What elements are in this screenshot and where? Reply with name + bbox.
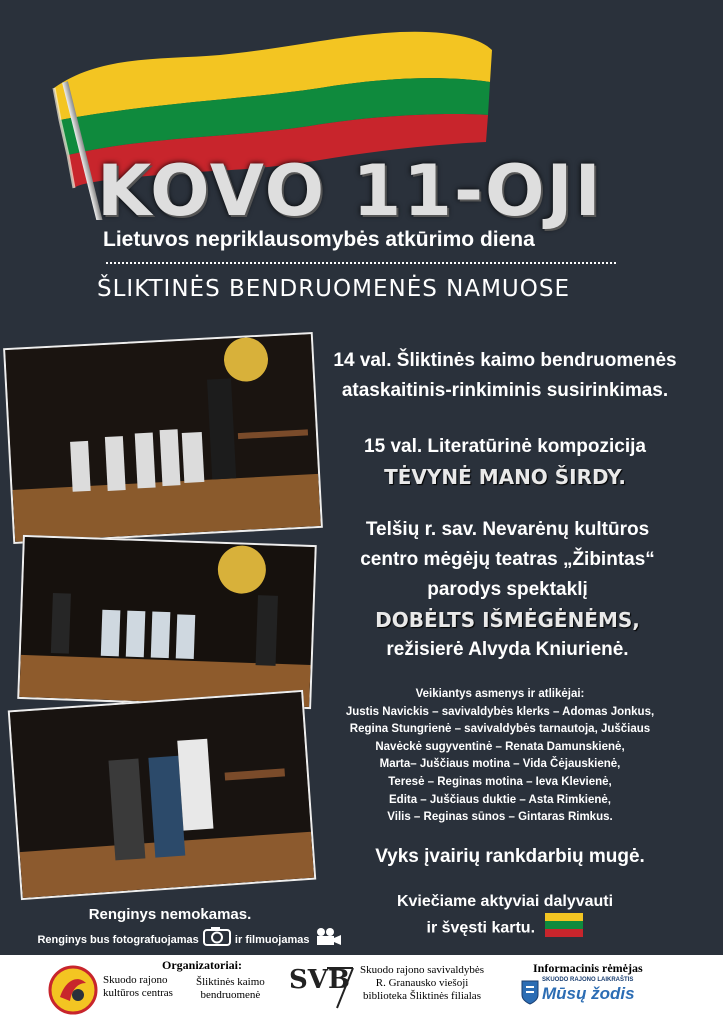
recording-notice xyxy=(30,926,350,954)
svb-logo xyxy=(287,960,357,1017)
invite-line1: Kviečiame aktyviai dalyvauti xyxy=(396,893,614,910)
invite-line2-row xyxy=(340,913,670,944)
program-item-play xyxy=(310,515,705,665)
program-item3-line2: centro mėgėjų teatras „Žibintas“ xyxy=(360,549,655,570)
cast-line: Regina Stungrienė – savivaldybės tarnautoja, Juščiaus xyxy=(349,723,651,736)
org3-line2: R. Granausko viešoji xyxy=(375,977,469,989)
event-title: KOVO 11-OJI xyxy=(97,150,603,232)
recorded-part2: ir filmuojamas xyxy=(234,933,310,946)
cast-line: Navėckė sugyventinė – Renata Damunskienė, xyxy=(375,740,625,753)
org3-text xyxy=(360,964,484,1003)
program-item1-line1: 14 val. Šliktinės kaimo bendruomenės xyxy=(333,350,677,371)
org3-line1: Skuodo rajono savivaldybės xyxy=(360,964,485,976)
culture-centre-logo xyxy=(48,965,98,1020)
program-item3-line1: Telšių r. sav. Nevarėnų kultūros xyxy=(365,519,650,540)
recorded-part1: Renginys bus fotografuojamas xyxy=(37,933,199,946)
video-camera-icon xyxy=(313,926,343,954)
program-item2-line2: TĖVYNĖ MANO ŠIRDY. xyxy=(384,465,626,489)
organizers-label: Organizatoriai: xyxy=(162,958,242,972)
newspaper-tagline: SKUODO RAJONO LAIKRAŠTIS xyxy=(542,977,634,983)
newspaper-name: Mūsų žodis xyxy=(542,984,635,1003)
info-sponsor-label: Informacinis rėmėjas xyxy=(533,961,643,975)
cast-line: Justis Navickis – savivaldybės klerks – Adomas Jonkus, xyxy=(345,705,655,718)
invite-line2: ir švęsti kartu. xyxy=(426,919,536,937)
org1-line2: kultūros centras xyxy=(103,987,173,999)
program-item3-line4: DOBĖLTS IŠMĖGĖNĖMS, xyxy=(375,608,640,632)
cast-line: Vilis – Reginas sūnos – Gintaras Rimkus. xyxy=(387,811,613,824)
program-item1-line2: ataskaitinis-rinkiminis susirinkimas. xyxy=(341,380,669,401)
cast-line: Marta– Juščiaus motina – Vida Čėjauskienė, xyxy=(379,758,621,771)
dotted-divider xyxy=(106,262,616,264)
newspaper-emblem-icon xyxy=(520,979,540,1010)
org1-text xyxy=(103,974,173,1000)
org1-line1: Skuodo rajono xyxy=(103,974,168,986)
stage-photo-1 xyxy=(3,332,323,544)
program-item-meeting xyxy=(300,346,710,406)
invitation xyxy=(340,891,670,944)
event-subtitle: Lietuvos nepriklausomybės atkūrimo diena xyxy=(103,228,535,251)
free-entry: Renginys nemokamas. xyxy=(88,906,252,923)
event-venue: ŠLIKTINĖS BENDRUOMENĖS NAMUOSE xyxy=(97,276,570,302)
program-item3-line5: režisierė Alvyda Kniurienė. xyxy=(386,639,629,660)
cast-line: Teresė – Reginas motina – Ieva Klevienė, xyxy=(388,775,612,788)
stage-photo-2 xyxy=(17,535,317,709)
fair-notice: Vyks įvairių rankdarbių mugė. xyxy=(375,846,645,867)
cast-line: Edita – Juščiaus duktie – Asta Rimkienė, xyxy=(389,793,611,806)
program-item3-line3: parodys spektaklį xyxy=(427,579,588,600)
program-item2-line1: 15 val. Literatūrinė kompozicija xyxy=(364,436,646,457)
footer-sponsors xyxy=(0,955,723,1024)
org2-line1: Šliktinės kaimo xyxy=(196,976,265,988)
cast-list xyxy=(305,686,695,827)
org3-line3: biblioteka Šliktinės filialas xyxy=(363,990,481,1002)
photo-camera-icon xyxy=(202,926,232,954)
stage-photo-3 xyxy=(8,690,317,900)
org2-text xyxy=(196,976,265,1002)
svb-logo-s: SVB xyxy=(289,965,350,995)
org2-line2: bendruomenė xyxy=(200,989,261,1001)
cast-heading: Veikiantys asmenys ir atlikėjai: xyxy=(415,688,585,700)
lithuanian-flag-icon xyxy=(545,913,583,944)
program-item-composition xyxy=(310,432,700,492)
